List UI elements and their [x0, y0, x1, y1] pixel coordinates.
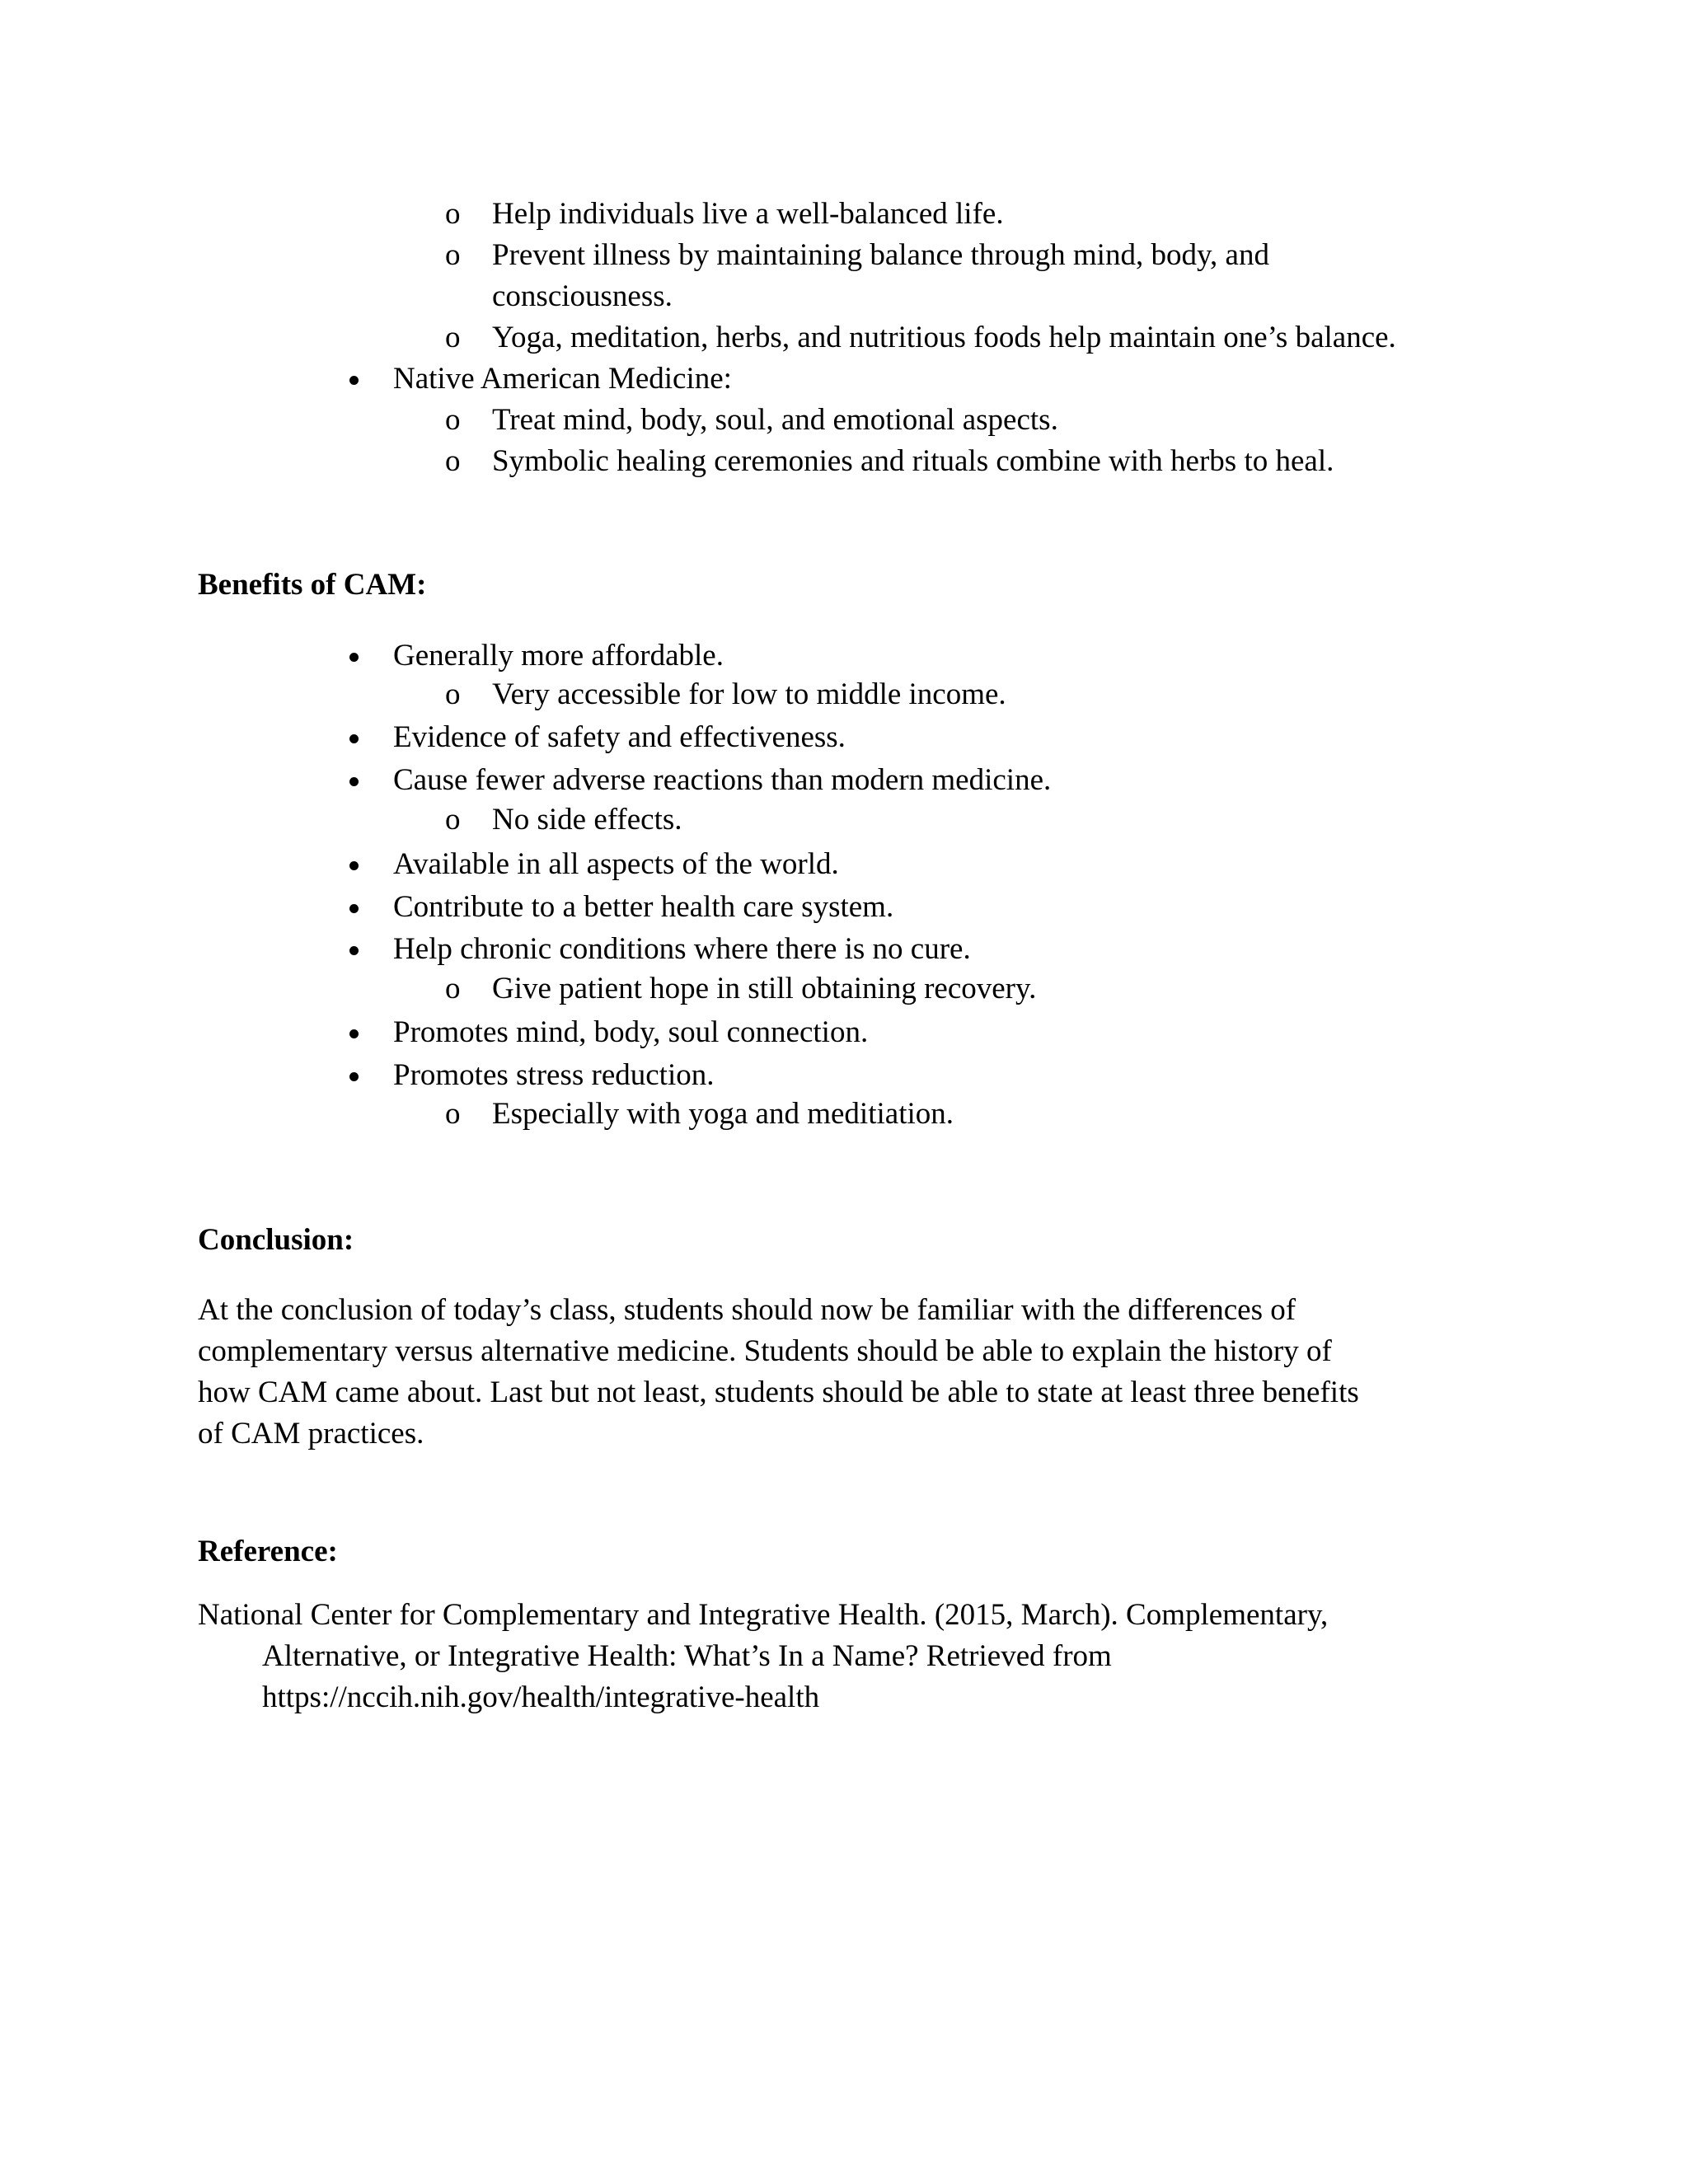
bullet-icon [349, 861, 359, 870]
reference-url: https://nccih.nih.gov/health/integrative-health [262, 1680, 820, 1714]
section-heading-benefits: Benefits of CAM: [198, 568, 427, 602]
section-heading-conclusion: Conclusion: [198, 1223, 354, 1257]
list-item: Treat mind, body, soul, and emotional aspects. [492, 403, 1058, 437]
list-item: Generally more affordable. [393, 639, 724, 673]
list-item-native-medicine: Native American Medicine: [393, 362, 732, 396]
paragraph-line: how CAM came about. Last but not least, students should be able to state at least three benefits [198, 1376, 1359, 1409]
list-item: Cause fewer adverse reactions than modern medicine. [393, 763, 1052, 797]
sub-bullet-marker: o [445, 403, 461, 437]
list-item: Help chronic conditions where there is no cure. [393, 932, 971, 966]
paragraph-line: complementary versus alternative medicine. Students should be able to explain the history of [198, 1334, 1332, 1368]
sub-bullet-marker: o [445, 677, 461, 711]
list-item: Prevent illness by maintaining balance through mind, body, and [492, 238, 1269, 272]
sub-bullet-marker: o [445, 1097, 461, 1131]
bullet-icon [349, 904, 359, 913]
bullet-icon [349, 777, 359, 786]
list-item: Promotes stress reduction. [393, 1058, 715, 1092]
bullet-icon [349, 653, 359, 662]
list-item: Give patient hope in still obtaining recovery. [492, 972, 1037, 1005]
list-item: Very accessible for low to middle income. [492, 677, 1006, 711]
reference-line: National Center for Complementary and Integrative Health. (2015, March). Complementary, [198, 1598, 1329, 1632]
list-item: Available in all aspects of the world. [393, 847, 839, 881]
list-item: No side effects. [492, 803, 682, 837]
list-item: Symbolic healing ceremonies and rituals combine with herbs to heal. [492, 444, 1334, 478]
list-item: Promotes mind, body, soul connection. [393, 1015, 869, 1049]
list-item: Especially with yoga and meditiation. [492, 1097, 954, 1131]
sub-bullet-marker: o [445, 803, 461, 837]
sub-bullet-marker: o [445, 972, 461, 1005]
sub-bullet-marker: o [445, 321, 461, 354]
list-item: Yoga, meditation, herbs, and nutritious foods help maintain one’s balance. [492, 321, 1396, 354]
list-item-continuation: consciousness. [492, 279, 673, 313]
bullet-icon [349, 1029, 359, 1038]
bullet-icon [349, 946, 359, 955]
sub-bullet-marker: o [445, 238, 461, 272]
section-heading-reference: Reference: [198, 1535, 338, 1568]
reference-line: Alternative, or Integrative Health: What’s In a Name? Retrieved from [262, 1639, 1112, 1673]
list-item: Evidence of safety and effectiveness. [393, 720, 846, 754]
list-item: Help individuals live a well-balanced life. [492, 197, 1004, 231]
sub-bullet-marker: o [445, 444, 461, 478]
bullet-icon [349, 734, 359, 743]
bullet-icon [349, 1072, 359, 1081]
list-item: Contribute to a better health care system. [393, 890, 894, 924]
sub-bullet-marker: o [445, 197, 461, 231]
bullet-icon [349, 376, 359, 385]
paragraph-line: of CAM practices. [198, 1417, 424, 1451]
paragraph-line: At the conclusion of today’s class, students should now be familiar with the differences of [198, 1293, 1296, 1327]
